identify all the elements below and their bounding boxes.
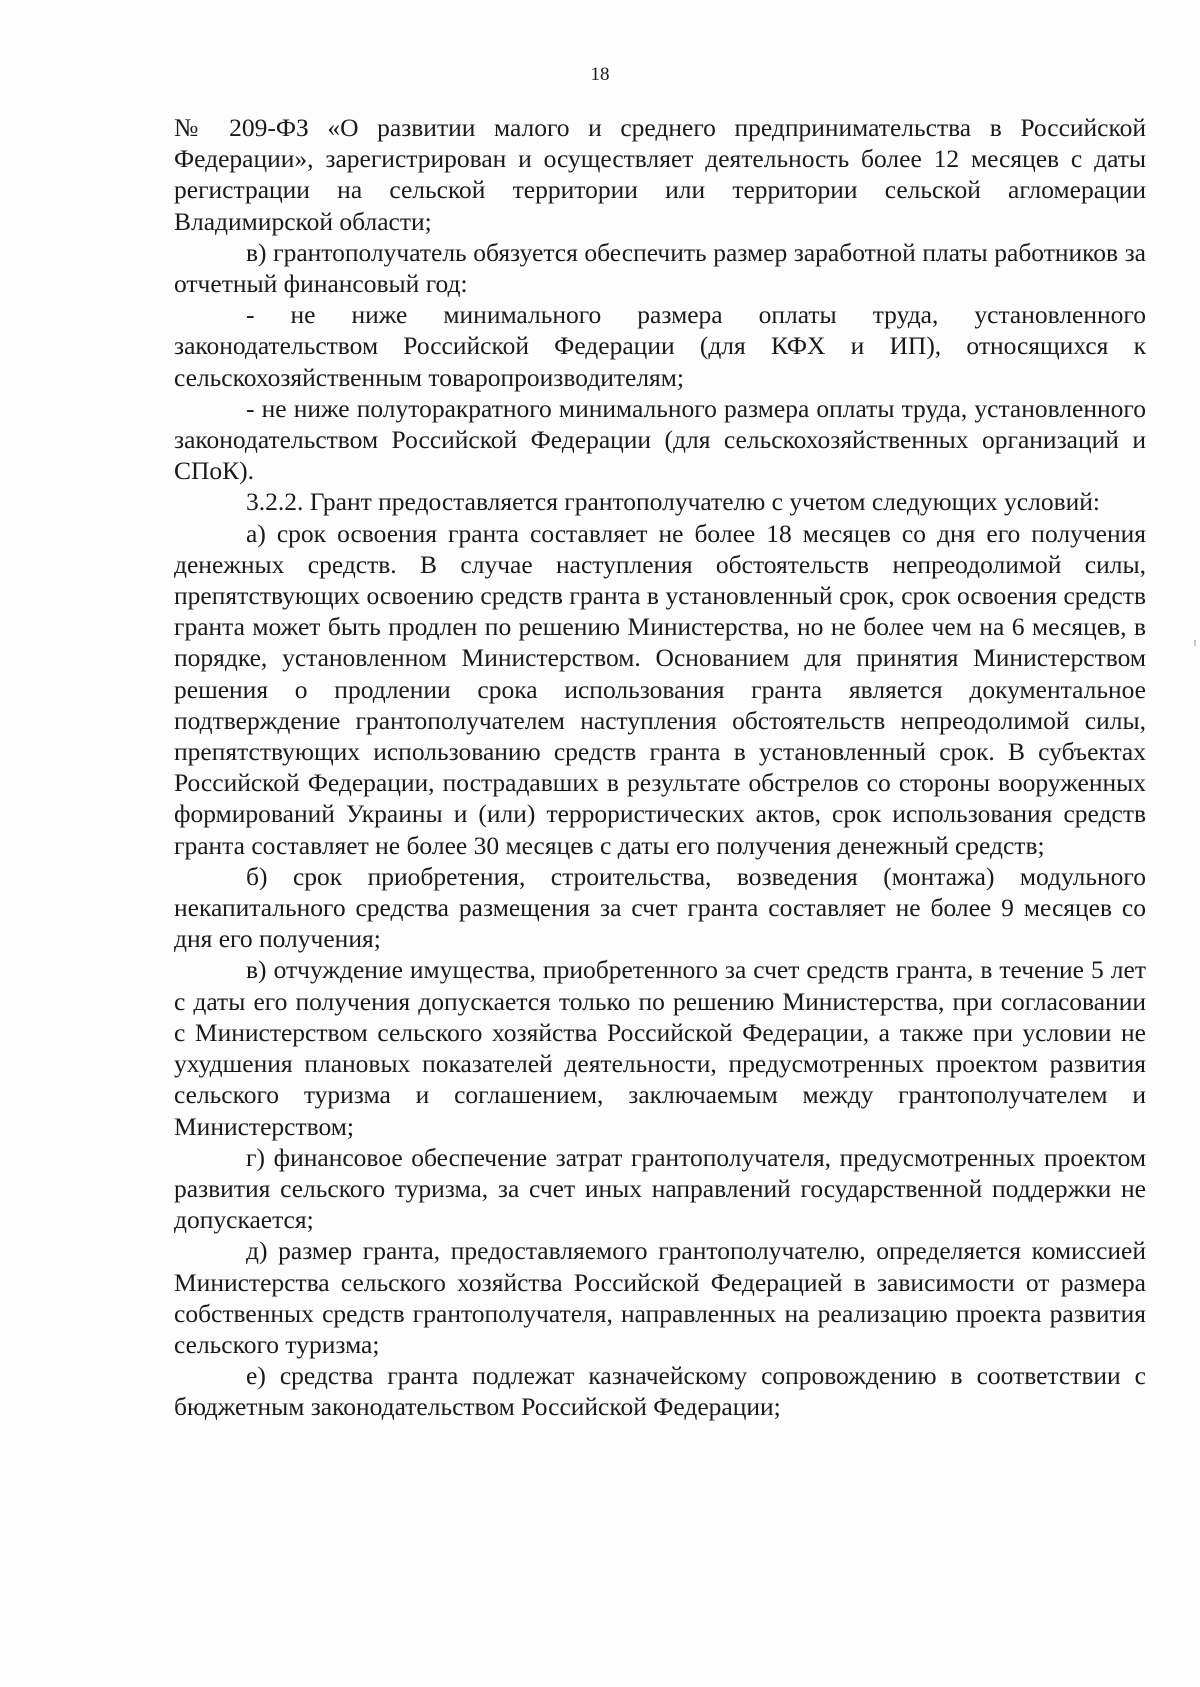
paragraph-e-treasury: е) средства гранта подлежат казначейскому сопровождению в соответствии с бюджетным законодательством Российской Федерации;	[174, 1361, 1146, 1422]
paragraph-g-financing: г) финансовое обеспечение затрат грантополучателя, предусмотренных проектом развития сельского туризма, за счет иных направлений государственной поддержки не допускается;	[174, 1142, 1146, 1235]
scan-artifact	[1194, 640, 1196, 646]
paragraph-v-salary: в) грантополучатель обязуется обеспечить размер заработной платы работников за отчетный финансовый год:	[174, 237, 1146, 299]
paragraph-salary-organizations: - не ниже полуторакратного минимального размера оплаты труда, установленного законодательством Российской Федерации (для сельскохозяйственных организаций и СПоК).	[174, 393, 1146, 486]
paragraph-d-grant-size: д) размер гранта, предоставляемого грантополучателю, определяется комиссией Министерства сельского хозяйства Российской Федерацией в зависимости от размера собственных средств грантополучателя, направленных на реализацию проекта развития сельского туризма;	[174, 1236, 1146, 1359]
paragraph-a-grant-term: а) срок освоения гранта составляет не более 18 месяцев со дня его получения денежных средств. В случае наступления обстоятельств непреодолимой силы, препятствующих освоению средств гранта в установленный срок, срок освоения средств гранта может быть продлен по решению Министерства, но не более чем на 6 месяцев, в порядке, установленном Министерством. Основанием для принятия Министерством решения о продлении срока использования гранта является документальное подтверждение грантополучателем наступления обстоятельств непреодолимой силы, препятствующих использованию средств гранта в установленный срок. В субъектах Российской Федерации, пострадавших в результате обстрелов со стороны вооруженных формирований Украины и (или) террористических актов, срок использования средств гранта составляет не более 30 месяцев с даты его получения денежный средств;	[174, 518, 1146, 860]
paragraph-3-2-2: 3.2.2. Грант предоставляется грантополучателю с учетом следующих условий:	[246, 487, 1101, 517]
paragraph-v-alienation: в) отчуждение имущества, приобретенного за счет средств гранта, в течение 5 лет с даты его получения допускается только по решению Министерства, при согласовании с Министерством сельского хозяйства Российской Федерации, а также при условии не ухудшения плановых показателей деятельности, предусмотренных проектом развития сельского туризма и соглашением, заключаемым между грантополучателем и Министерством;	[174, 955, 1146, 1141]
paragraph-continuation: № 209-ФЗ «О развитии малого и среднего предпринимательства в Российской Федерации», зарегистрирован и осуществляет деятельность более 12 месяцев с даты регистрации на сельской территории или территории сельской агломерации Владимирской области;	[174, 113, 1146, 236]
document-body	[174, 112, 1146, 1423]
paragraph-salary-kfh-ip: - не ниже минимального размера оплаты труда, установленного законодательством Российской Федерации (для КФХ и ИП), относящихся к сельскохозяйственным товаропроизводителям;	[174, 300, 1146, 392]
page-number: 18	[590, 64, 610, 85]
paragraph-b-acquisition-term: б) срок приобретения, строительства, возведения (монтажа) модульного некапитального средства размещения за счет гранта составляет не более 9 месяцев со дня его получения;	[174, 861, 1146, 954]
